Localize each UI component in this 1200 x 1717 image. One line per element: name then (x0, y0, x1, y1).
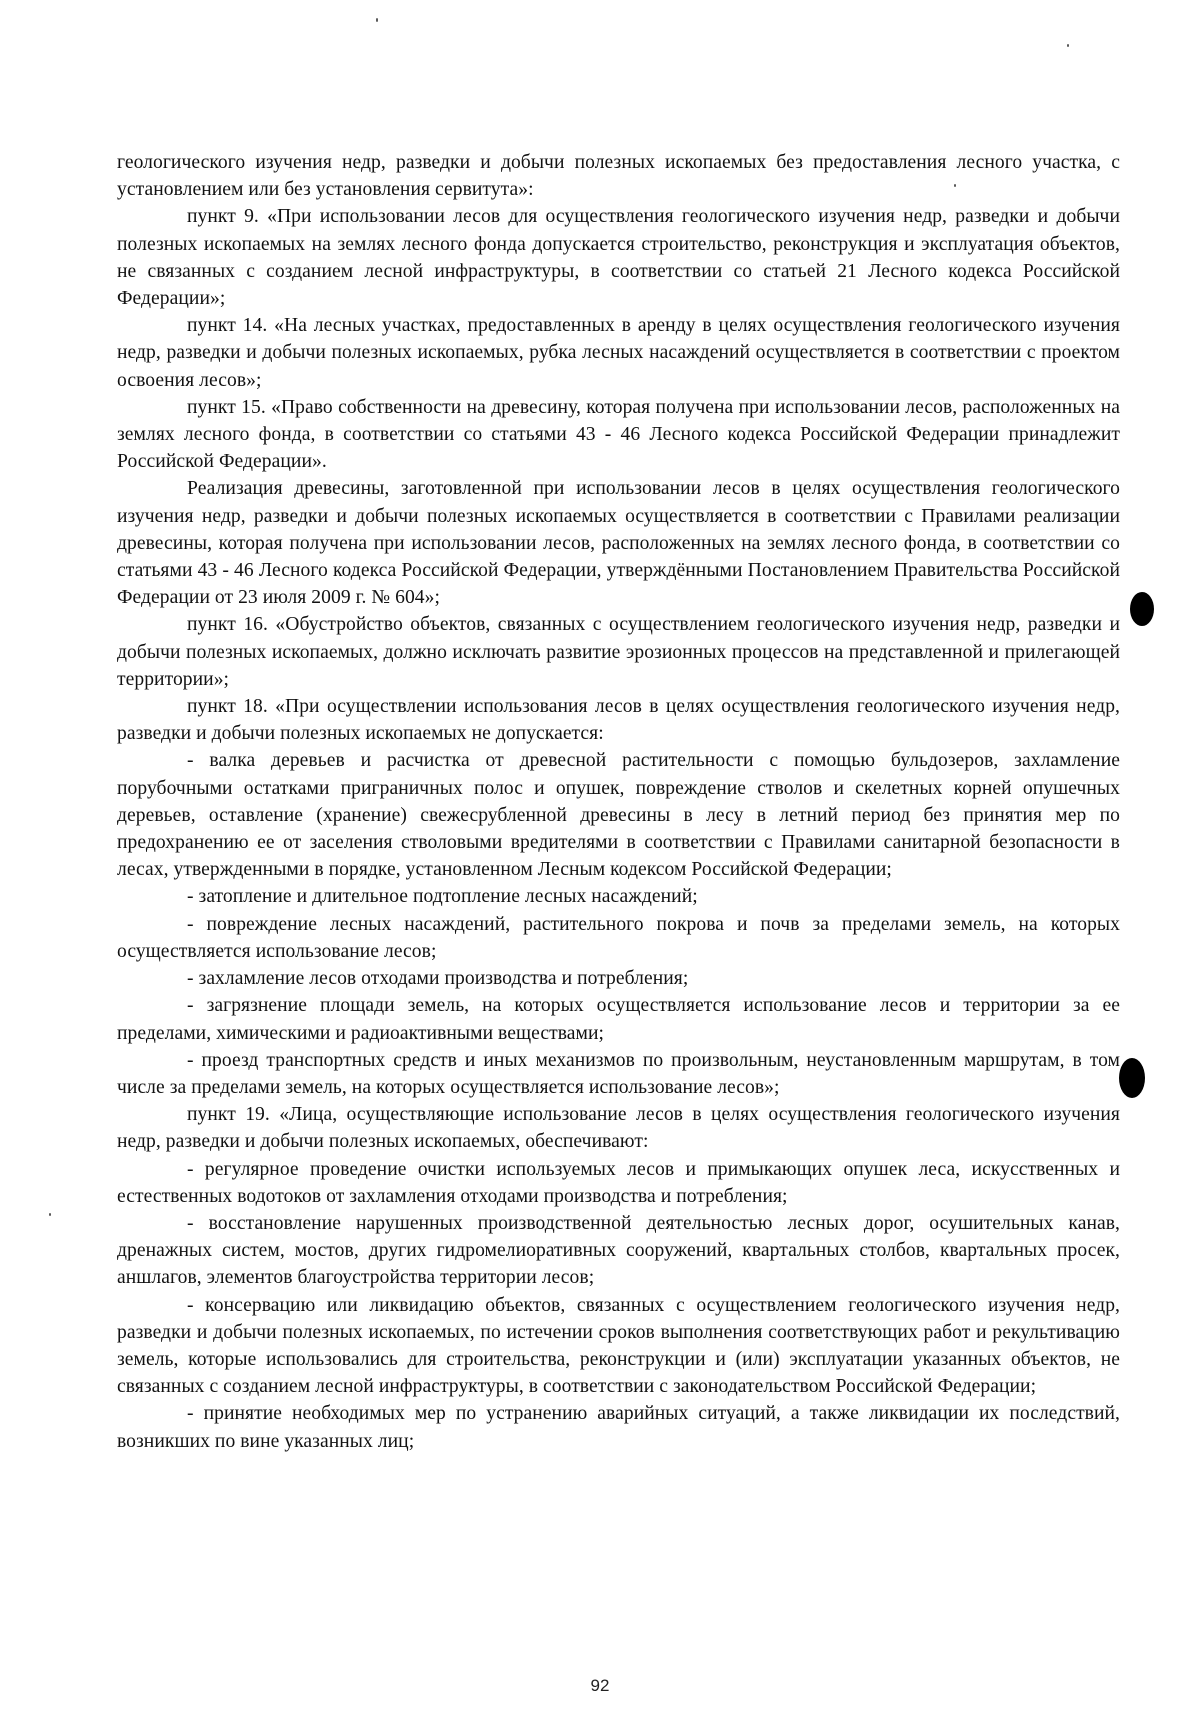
paragraph-item-15: пункт 15. «Право собственности на древесину, которая получена при использовании лесов, расположенных на землях лесного фонда, в соответствии со статьями 43 - 46 Лесного кодекса Российской Федерации принадлежит Российской Федерации». (117, 396, 1120, 473)
list-item-prohibited: - валка деревьев и расчистка от древесной растительности с помощью бульдозеров, захламление порубочными остатками приграничных полос и опушек, повреждение стволов и скелетных корней опушечных деревьев, оставление (хранение) свежесрубленной древесины в лесу в летний период без принятия мер по предохранению ее от заселения стволовыми вредителями в соответствии с Правилами санитарной безопасности в лесах, утвержденными в порядке, установленном Лесным кодексом Российской Федерации; (117, 750, 1120, 881)
paragraph-item-16: пункт 16. «Обустройство объектов, связанных с осуществлением геологического изучения недр, разведки и добычи полезных ископаемых, должно исключать развитие эрозионных процессов на представленной и прилегающей территории»; (117, 614, 1120, 690)
list-item-obligation: - принятие необходимых мер по устранению аварийных ситуаций, а также ликвидации их последствий, возникших по вине указанных лиц; (117, 1403, 1120, 1452)
paragraph-item-19: пункт 19. «Лица, осуществляющие использование лесов в целях осуществления геологического изучения недр, разведки и добычи полезных ископаемых, обеспечивают: (117, 1104, 1120, 1153)
scan-speck (376, 18, 378, 22)
document-body (117, 149, 1120, 1455)
page-number: 92 (590, 1676, 610, 1695)
list-item-prohibited: - проезд транспортных средств и иных механизмов по произвольным, неустановленным маршрутам, в том числе за пределами земель, на которых осуществляется использование лесов»; (117, 1049, 1120, 1098)
list-item-prohibited: - повреждение лесных насаждений, растительного покрова и почв за пределами земель, на которых осуществляется использование лесов; (117, 913, 1120, 962)
list-item-prohibited: - захламление лесов отходами производства и потребления; (187, 968, 689, 990)
list-item-prohibited: - затопление и длительное подтопление лесных насаждений; (187, 886, 698, 908)
hole-punch-mark (1119, 1058, 1145, 1098)
paragraph-item-18: пункт 18. «При осуществлении использования лесов в целях осуществления геологического изучения недр, разведки и добычи полезных ископаемых не допускается: (117, 696, 1120, 745)
paragraph-timber-sale: Реализация древесины, заготовленной при использовании лесов в целях осуществления геологического изучения недр, разведки и добычи полезных ископаемых осуществляется в соответствии с Правилами реализации древесины, которая получена при использовании лесов, расположенных на землях лесного фонда, в соответствии со статьями 43 - 46 Лесного кодекса Российской Федерации, утверждёнными Постановлением Правительства Российской Федерации от 23 июля 2009 г. № 604»; (117, 478, 1120, 609)
scan-speck (1067, 44, 1069, 47)
list-item-prohibited: - загрязнение площади земель, на которых осуществляется использование лесов и территории за ее пределами, химическими и радиоактивными веществами; (117, 995, 1120, 1044)
list-item-obligation: - восстановление нарушенных производственной деятельностью лесных дорог, осушительных канав, дренажных систем, мостов, других гидромелиоративных сооружений, квартальных столбов, квартальных просек, аншлагов, элементов благоустройства территории лесов; (117, 1212, 1120, 1289)
paragraph-item-9: пункт 9. «При использовании лесов для осуществления геологического изучения недр, разведки и добычи полезных ископаемых на землях лесного фонда допускается строительство, реконструкция и эксплуатация объектов, не связанных с созданием лесной инфраструктуры, в соответствии со статьей 21 Лесного кодекса Российской Федерации»; (117, 206, 1120, 310)
list-item-obligation: - консервацию или ликвидацию объектов, связанных с осуществлением геологического изучения недр, разведки и добычи полезных ископаемых, по истечении сроков выполнения соответствующих работ и рекультивацию земель, которые использовались для строительства, реконструкции и (или) эксплуатации указанных объектов, не связанных с созданием лесной инфраструктуры, в соответствии с законодательством Российской Федерации; (117, 1294, 1120, 1398)
list-item-obligation: - регулярное проведение очистки используемых лесов и примыкающих опушек леса, искусственных и естественных водотоков от захламления отходами производства и потребления; (117, 1158, 1120, 1207)
paragraph-continuation: геологического изучения недр, разведки и добычи полезных ископаемых без предоставления лесного участка, с установлением или без установления сервитута»: (117, 152, 1120, 201)
scan-speck (49, 1213, 51, 1216)
paragraph-item-14: пункт 14. «На лесных участках, предоставленных в аренду в целях осуществления геологического изучения недр, разведки и добычи полезных ископаемых, рубка лесных насаждений осуществляется в соответствии с проектом освоения лесов»; (117, 315, 1120, 391)
hole-punch-mark (1130, 592, 1154, 626)
